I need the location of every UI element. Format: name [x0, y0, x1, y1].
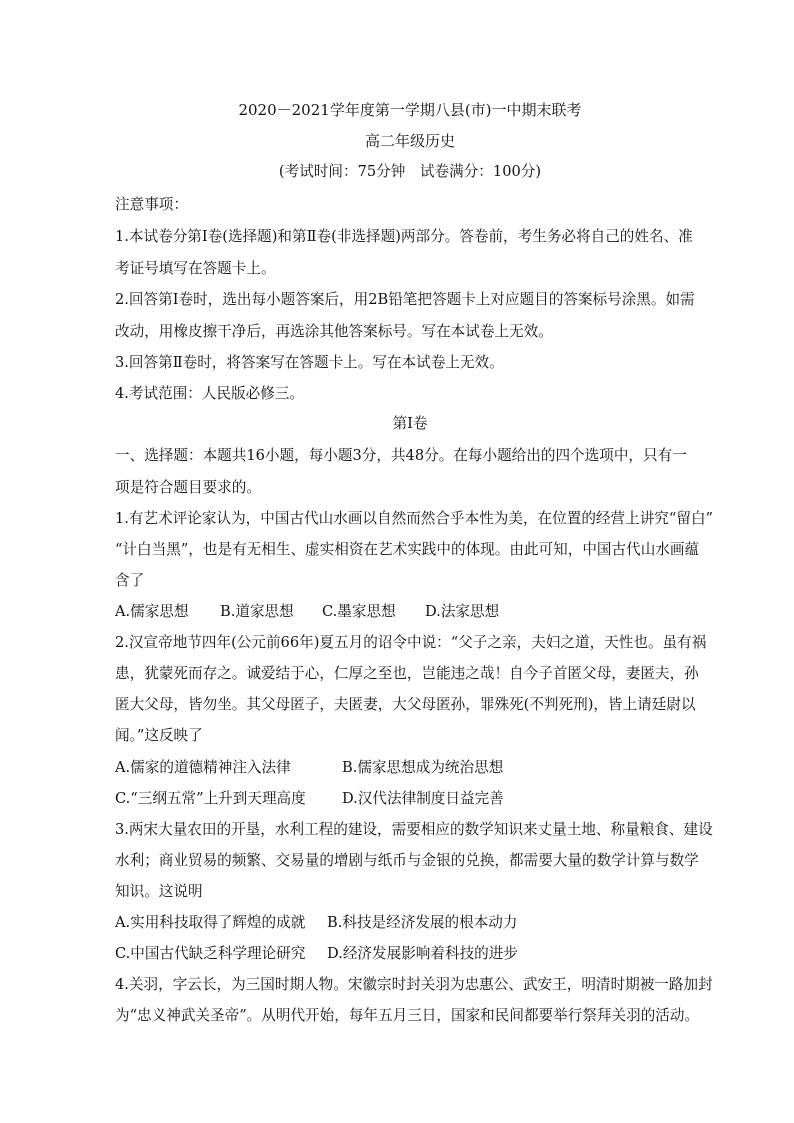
section-intro: 一、选择题：本题共16小题，每小题3分，共48分。在每小题给出的四个选项中，只有一: [115, 447, 687, 464]
notice-line: 改动，用橡皮擦干净后，再选涂其他答案标号。写在本试卷上无效。: [115, 323, 553, 340]
option-c: C.中国古代缺乏科学理论研究: [115, 945, 306, 962]
question-stem: 水利；商业贸易的频繁、交易量的增剧与纸币与金银的兑换，都需要大量的数学计算与数学: [115, 852, 699, 869]
question-stem: 知识。这说明: [115, 883, 203, 900]
question-stem: 患，犹蒙死而存之。诚爱结于心，仁厚之至也，岂能违之哉！自今子首匿父母，妻匿夫，孙: [115, 665, 699, 682]
question-stem: 含了: [115, 572, 145, 589]
question-stem: 3.两宋大量农田的开垦，水利工程的建设，需要相应的数学知识来丈量土地、称量粮食、建设: [115, 821, 713, 838]
exam-time-info: (考试时间：75分钟 试卷满分：100分): [278, 163, 542, 180]
question-stem: 2.汉宣帝地节四年(公元前66年)夏五月的诏令中说：“父子之亲，夫妇之道，天性也。虽有祸: [115, 634, 707, 651]
notice-line: 2.回答第Ⅰ卷时，选出每小题答案后，用2B铅笔把答题卡上对应题目的答案标号涂黑。如需: [115, 291, 695, 308]
exam-subtitle: 高二年级历史: [364, 132, 455, 150]
notice-line: 4.考试范围：人民版必修三。: [115, 385, 305, 402]
option-c: C.墨家思想: [322, 603, 396, 620]
notice-line: 考证号填写在答题卡上。: [115, 260, 276, 277]
option-d: D.经济发展影响着科技的进步: [327, 945, 518, 962]
question-stem: 为“忠义神武关圣帝”。从明代开始，每年五月三日，国家和民间都要举行祭拜关羽的活动。: [115, 1007, 700, 1024]
question-stem: “计白当黑”，也是有无相生、虚实相资在艺术实践中的体现。由此可知，中国古代山水画蕴: [115, 541, 700, 558]
option-a: A.儒家的道德精神注入法律: [115, 759, 291, 776]
question-stem: 1.有艺术评论家认为，中国古代山水画以自然而然合乎本性为美，在位置的经营上讲究“留白”: [115, 510, 714, 527]
section-intro: 项是符合题目要求的。: [115, 479, 261, 496]
notice-heading: 注意事项：: [115, 196, 188, 213]
notice-line: 1.本试卷分第Ⅰ卷(选择题)和第Ⅱ卷(非选择题)两部分。答卷前，考生务必将自己的姓名、准: [115, 228, 693, 245]
option-d: D.汉代法律制度日益完善: [342, 790, 504, 807]
option-d: D.法家思想: [425, 603, 500, 620]
option-c: C.“三纲五常”上升到天理高度: [115, 790, 306, 807]
exam-title: 2020－2021学年度第一学期八县(市)一中期末联考: [238, 101, 582, 119]
option-a: A.实用科技取得了辉煌的成就: [115, 914, 306, 931]
part-heading: 第Ⅰ卷: [392, 415, 428, 432]
option-b: B.道家思想: [220, 603, 294, 620]
option-b: B.科技是经济发展的根本动力: [327, 914, 518, 931]
question-stem: 闻。”这反映了: [115, 727, 203, 744]
question-stem: 4.关羽，字云长，为三国时期人物。宋徽宗时封关羽为忠惠公、武安王，明清时期被一路加封: [115, 976, 713, 993]
notice-line: 3.回答第Ⅱ卷时，将答案写在答题卡上。写在本试卷上无效。: [115, 354, 504, 371]
question-stem: 匿大父母，皆勿坐。其父母匿子，夫匿妻，大父母匿孙，罪殊死(不判死刑)，皆上请廷尉以: [115, 696, 696, 713]
option-b: B.儒家思想成为统治思想: [342, 759, 504, 776]
option-a: A.儒家思想: [115, 603, 189, 620]
